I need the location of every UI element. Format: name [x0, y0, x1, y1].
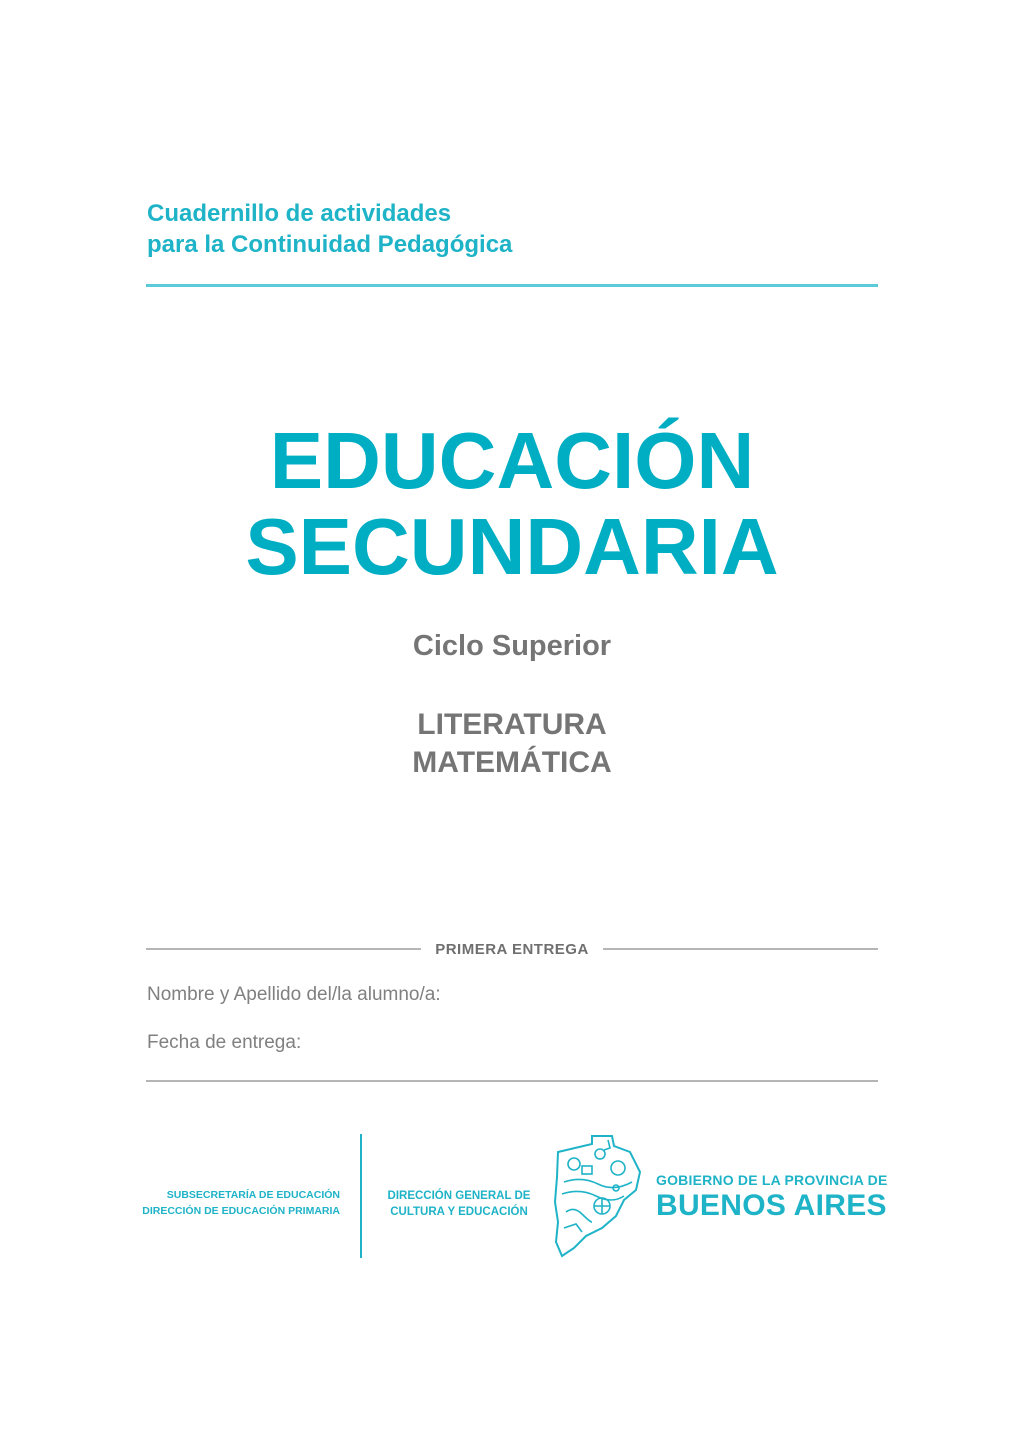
series-title-line-1: Cuadernillo de actividades [147, 200, 452, 227]
page-title [0, 418, 1024, 590]
direccion-line-1: DIRECCIÓN GENERAL DE [387, 1190, 531, 1202]
subject-item: MATEMÁTICA [412, 746, 612, 779]
subsecretaria-line-1: SUBSECRETARÍA DE EDUCACIÓN [166, 1189, 340, 1201]
direccion-general-block [374, 1188, 544, 1220]
delivery-header [146, 938, 878, 960]
page-title-line-1: EDUCACIÓN [269, 416, 755, 505]
delivery-date-field: Fecha de entrega: [147, 1032, 302, 1053]
government-logo-text [656, 1172, 888, 1224]
delivery-label: PRIMERA ENTREGA [435, 940, 589, 958]
subsecretaria-line-2: DIRECCIÓN DE EDUCACIÓN PRIMARIA [142, 1205, 340, 1217]
page-title-line-2: SECUNDARIA [245, 502, 779, 591]
series-title-line-2: para la Continuidad Pedagógica [147, 231, 513, 258]
delivery-rule-right [603, 948, 878, 950]
direccion-line-2: CULTURA Y EDUCACIÓN [390, 1206, 528, 1218]
bottom-divider [146, 1080, 878, 1082]
footer-vertical-divider [360, 1134, 362, 1258]
top-divider [146, 284, 878, 287]
gov-line-1: GOBIERNO DE LA PROVINCIA DE [656, 1172, 888, 1188]
gov-line-2: BUENOS AIRES [656, 1189, 887, 1222]
province-map-icon [552, 1132, 644, 1258]
series-title [147, 198, 512, 260]
subject-item: LITERATURA [417, 708, 607, 741]
cycle-label: Ciclo Superior [412, 630, 612, 662]
student-name-field: Nombre y Apellido del/la alumno/a: [147, 984, 441, 1005]
subject-list [0, 706, 1024, 782]
delivery-rule-left [146, 948, 421, 950]
subsecretaria-block [120, 1187, 340, 1219]
